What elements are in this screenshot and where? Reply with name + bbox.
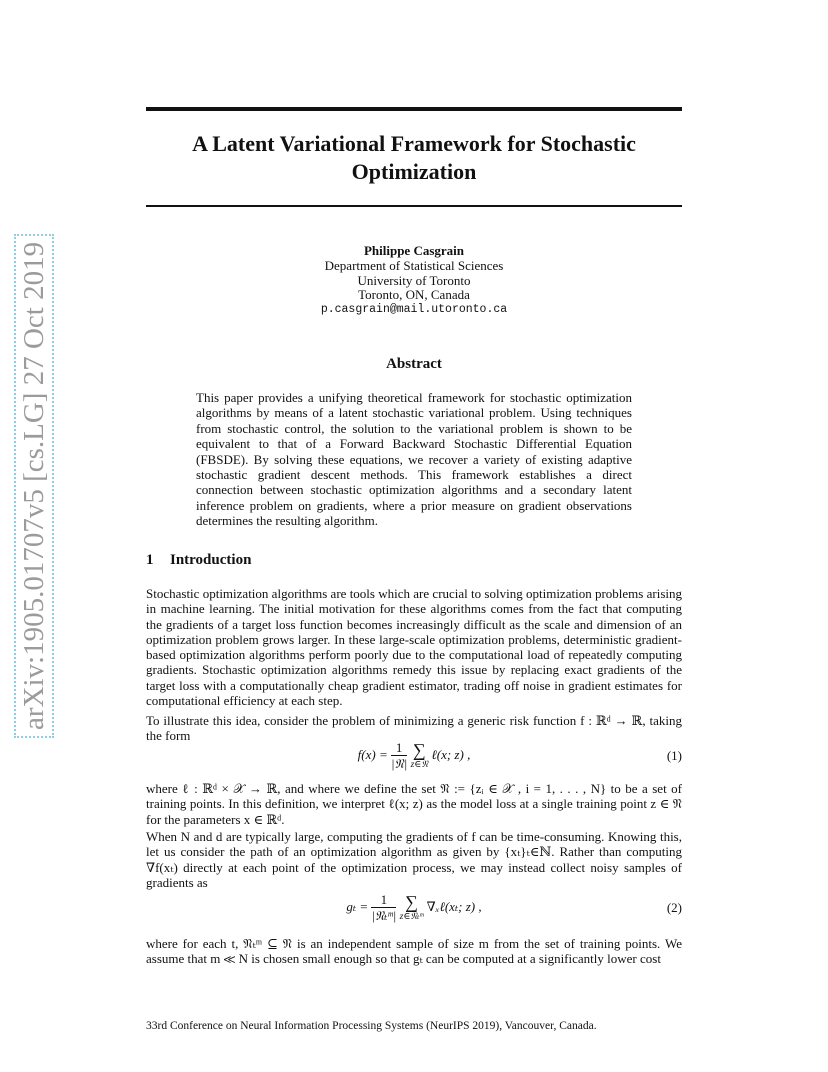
section-number: 1: [146, 552, 154, 568]
equation-2-sum: [400, 893, 424, 923]
title-rule-top: [146, 107, 682, 111]
paragraph-2: To illustrate this idea, consider the problem of minimizing a generic risk function f : ℝᵈ → ℝ, taking the form: [146, 713, 682, 744]
conference-footnote: 33rd Conference on Neural Information Processing Systems (NeurIPS 2019), Vancouver, Canada.: [146, 1020, 597, 1032]
paragraph-3: where ℓ : ℝᵈ × 𝒳 → ℝ, and where we define the set 𝔑 := {zᵢ ∈ 𝒳 , i = 1, . . . , N} to be a set of training points. In this definition, we interpret ℓ(x; z) as the model loss at a single training point z ∈ 𝔑 for the parameters x ∈ ℝᵈ.: [146, 781, 682, 827]
arxiv-identifier: arXiv:1905.01707v5 [cs.LG] 27 Oct 2019: [14, 234, 54, 738]
sum-sign-icon: ∑: [412, 740, 426, 760]
equation-1-fraction: [391, 741, 407, 771]
equation-1-lhs: f(x) =: [357, 746, 388, 762]
paragraph-5: where for each t, 𝔑ₜᵐ ⊆ 𝔑 is an independent sample of size m from the set of training points. We assume that m ≪ N is chosen small enough so that gₜ can be computed at a significantly lower cost: [146, 936, 682, 967]
equation-1-sum-subscript: z∈𝔑: [410, 760, 429, 770]
author-location: Toronto, ON, Canada: [358, 287, 470, 303]
section-title: Introduction: [170, 552, 252, 568]
equation-1-denominator: |𝔑|: [390, 756, 408, 771]
author-name: Philippe Casgrain: [363, 243, 465, 258]
equation-1-numerator: 1: [391, 741, 407, 756]
sum-sign-icon: ∑: [405, 892, 418, 912]
equation-2-rhs: ∇ₓℓ(xₜ; z) ,: [426, 898, 482, 914]
author-department: Department of Statistical Sciences: [324, 257, 504, 273]
equation-2-lhs: gₜ =: [346, 898, 369, 914]
author-block: [214, 244, 614, 318]
author-university: University of Toronto: [357, 272, 471, 288]
equation-2: [146, 889, 682, 935]
equation-1-rhs: ℓ(x; z) ,: [431, 746, 471, 762]
equation-2-fraction: [371, 893, 396, 923]
equation-2-label: (2): [666, 900, 682, 915]
paragraph-1: Stochastic optimization algorithms are tools which are crucial to solving optimization problems arising in machine learning. The initial motivation for these algorithms comes from the fact that computing the gradients of a target loss function becomes increasingly difficult as the scale and dimension of an optimization problem grows larger. In these large-scale optimization problems, deterministic gradient-based optimization algorithms perform poorly due to the computational load of repeatedly computing gradients. Stochastic optimization algorithms remedy this issue by replacing exact gradients of the target loss with a computationally cheap gradient estimator, trading off noise in gradient estimates for computational efficiency at each step.: [146, 586, 682, 709]
equation-1-sum: [411, 741, 428, 771]
equation-2-numerator: 1: [371, 893, 396, 908]
author-email[interactable]: p.casgrain@mail.utoronto.ca: [320, 303, 508, 317]
paragraph-4: When N and d are typically large, computing the gradients of f can be time-consuming. Knowing this, let us consider the path of an optimization algorithm as given by {xₜ}ₜ∈ℕ. Rather than computing ∇f(xₜ) directly at each point of the optimization process, we may instead collect noisy samples of gradients as: [146, 829, 682, 890]
equation-2-denominator: |𝔑ₜᵐ|: [371, 908, 397, 923]
title-rule-bottom: [146, 205, 682, 207]
equation-1: [146, 737, 682, 779]
equation-2-sum-subscript: z∈𝔑ₜᵐ: [399, 912, 424, 922]
equation-1-label: (1): [666, 748, 682, 763]
abstract-heading: Abstract: [386, 356, 442, 372]
paper-title: A Latent Variational Framework for Stochastic Optimization: [192, 131, 636, 184]
abstract-text: This paper provides a unifying theoretical framework for stochastic optimization algorithms by means of a latent stochastic variational problem. Using techniques from stochastic control, the solution to the variational problem is shown to be equivalent to that of a Forward Backward Stochastic Differential Equation (FBSDE). By solving these equations, we recover a variety of existing adaptive stochastic gradient descent methods. This framework establishes a direct connection between stochastic optimization algorithms and a secondary latent inference problem on gradients, where a prior measure on gradient observations determines the resulting algorithm.: [196, 390, 632, 529]
section-heading: [146, 552, 251, 569]
